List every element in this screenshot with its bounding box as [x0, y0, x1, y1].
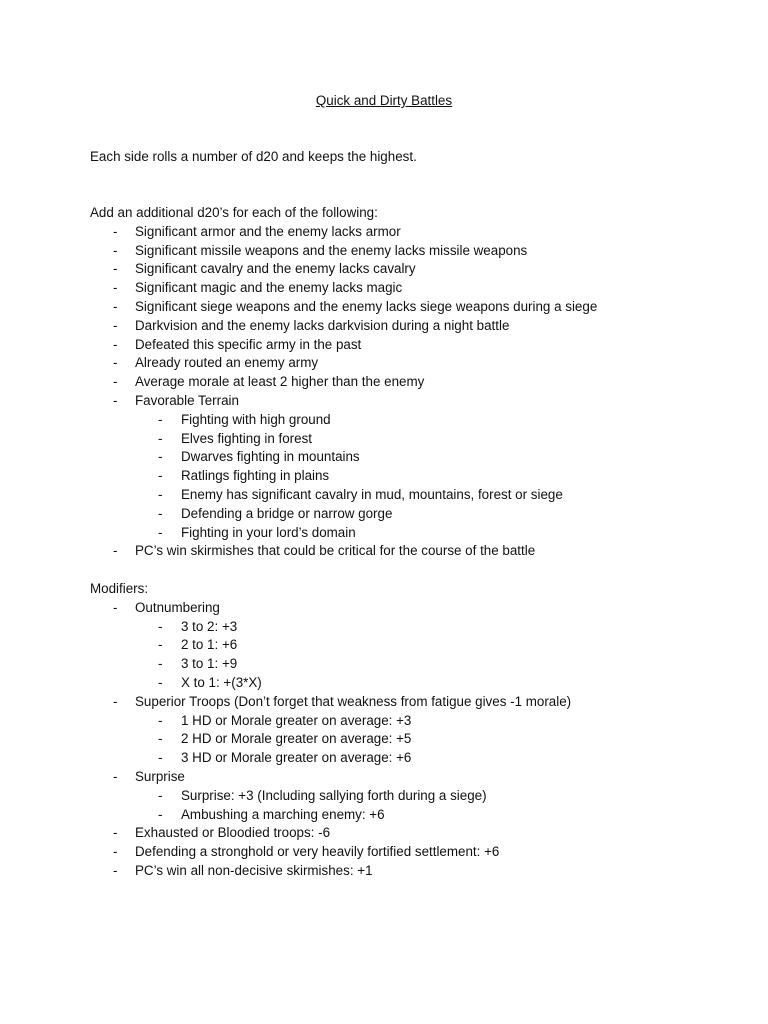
list-item [90, 768, 185, 787]
list-item-text: Significant armor and the enemy lacks armor [135, 223, 401, 239]
bullet-dash: - [158, 731, 163, 747]
bullet-dash: - [113, 355, 118, 371]
list-item-text: Significant magic and the enemy lacks magic [135, 280, 403, 296]
additional-dice-list [90, 223, 598, 561]
sub-list-item [90, 505, 393, 524]
list-item-text: Superior Troops (Don’t forget that weakness from fatigue gives -1 morale) [135, 693, 572, 709]
bullet-dash: - [113, 844, 118, 860]
sub-list-item [90, 430, 378, 449]
sub-list-item-text: 2 to 1: +6 [181, 637, 238, 653]
bullet-dash: - [113, 862, 118, 878]
sub-list-item-text: Fighting in your lord’s domain [181, 524, 356, 540]
sub-list-item [90, 674, 262, 693]
bullet-dash: - [158, 430, 163, 446]
list-item-text: Already routed an enemy army [135, 355, 319, 371]
list-item [90, 298, 598, 317]
bullet-dash: - [158, 524, 163, 540]
list-item-text: PC’s win skirmishes that could be critical for the course of the battle [135, 543, 536, 559]
bullet-dash: - [113, 374, 118, 390]
modifiers-heading: Modifiers: [90, 581, 149, 596]
sub-list-item [90, 411, 378, 430]
bullet-dash: - [158, 806, 163, 822]
list-item [90, 824, 331, 843]
bullet-dash: - [158, 505, 163, 521]
additional-dice-section [90, 204, 598, 561]
list-item-text: Surprise [135, 768, 185, 784]
modifiers-section [90, 580, 572, 881]
list-item-text: Defeated this specific army in the past [135, 336, 362, 352]
bullet-dash: - [113, 543, 118, 559]
sub-list-item-text: Fighting with high ground [181, 411, 331, 427]
list-item [90, 242, 528, 261]
list-item [90, 599, 220, 618]
sub-list-item [90, 655, 238, 674]
list-item-text: Defending a stronghold or very heavily fortified settlement: +6 [135, 844, 500, 860]
sub-list-item [90, 712, 412, 731]
sub-list-item-text: Ratlings fighting in plains [181, 468, 330, 484]
bullet-dash: - [113, 223, 118, 239]
list-item [90, 317, 510, 336]
sub-list-item [90, 486, 563, 505]
list-item [90, 260, 416, 279]
bullet-dash: - [158, 486, 163, 502]
bullet-dash: - [113, 768, 118, 784]
bullet-dash: - [113, 280, 118, 296]
list-item [90, 693, 572, 712]
list-item [90, 279, 403, 298]
bullet-dash: - [158, 449, 163, 465]
sub-list-item [90, 524, 378, 543]
list-item-text: Exhausted or Bloodied troops: -6 [135, 825, 331, 841]
list-item [90, 373, 425, 392]
bullet-dash: - [113, 599, 118, 615]
list-item [90, 392, 378, 411]
sub-list-item-text: X to 1: +(3*X) [181, 674, 262, 690]
intro-paragraph: Each side rolls a number of d20 and keeps the highest. [90, 149, 417, 164]
sub-list-item-text: 3 to 2: +3 [181, 618, 238, 634]
sub-list-item-text: 1 HD or Morale greater on average: +3 [181, 712, 412, 728]
list-item [90, 542, 536, 561]
sub-list-item [90, 787, 487, 806]
list-item-text: Average morale at least 2 higher than the enemy [135, 374, 425, 390]
modifiers-list [90, 599, 572, 881]
bullet-dash: - [113, 392, 118, 408]
sub-list-item-text: Enemy has significant cavalry in mud, mountains, forest or siege [181, 486, 563, 502]
sub-list-item-text: Defending a bridge or narrow gorge [181, 505, 393, 521]
sub-list-item-text: 2 HD or Morale greater on average: +5 [181, 731, 412, 747]
bullet-dash: - [158, 674, 163, 690]
sub-list-item-text: Dwarves fighting in mountains [181, 449, 360, 465]
document-title: Quick and Dirty Battles [315, 93, 453, 108]
bullet-dash: - [158, 637, 163, 653]
sub-list-item [90, 806, 385, 825]
list-item-text: Favorable Terrain [135, 392, 239, 408]
bullet-dash: - [158, 712, 163, 728]
sub-list-item [90, 749, 412, 768]
bullet-dash: - [158, 656, 163, 672]
list-item-text: Significant cavalry and the enemy lacks cavalry [135, 261, 416, 277]
list-item [90, 354, 378, 373]
bullet-dash: - [113, 336, 118, 352]
sub-list-item-text: 3 to 1: +9 [181, 656, 238, 672]
bullet-dash: - [158, 787, 163, 803]
bullet-dash: - [113, 317, 118, 333]
list-item-text: Significant missile weapons and the enemy lacks missile weapons [135, 242, 528, 258]
bullet-dash: - [113, 298, 118, 314]
sub-list-item [90, 618, 238, 637]
bullet-dash: - [113, 242, 118, 258]
bullet-dash: - [158, 618, 163, 634]
list-item-text: Darkvision and the enemy lacks darkvision during a night battle [135, 317, 510, 333]
list-item-text: Significant siege weapons and the enemy lacks siege weapons during a siege [135, 298, 598, 314]
list-item-text: Outnumbering [135, 599, 220, 615]
bullet-dash: - [113, 825, 118, 841]
bullet-dash: - [158, 750, 163, 766]
sub-list-item-text: Surprise: +3 (Including sallying forth during a siege) [181, 787, 487, 803]
bullet-dash: - [113, 261, 118, 277]
list-item [90, 336, 378, 355]
bullet-dash: - [113, 693, 118, 709]
list-item-text: PC’s win all non-decisive skirmishes: +1 [135, 862, 373, 878]
list-item [90, 843, 500, 862]
sub-list-item [90, 636, 238, 655]
sub-list-item-text: Ambushing a marching enemy: +6 [181, 806, 385, 822]
sub-list-item-text: Elves fighting in forest [181, 430, 312, 446]
bullet-dash: - [158, 468, 163, 484]
additional-dice-heading: Add an additional d20’s for each of the following: [90, 205, 378, 220]
sub-list-item [90, 730, 412, 749]
sub-list-item-text: 3 HD or Morale greater on average: +6 [181, 750, 412, 766]
sub-list-item [90, 467, 378, 486]
bullet-dash: - [158, 411, 163, 427]
list-item [90, 862, 373, 881]
sub-list-item [90, 448, 378, 467]
list-item [90, 223, 401, 242]
